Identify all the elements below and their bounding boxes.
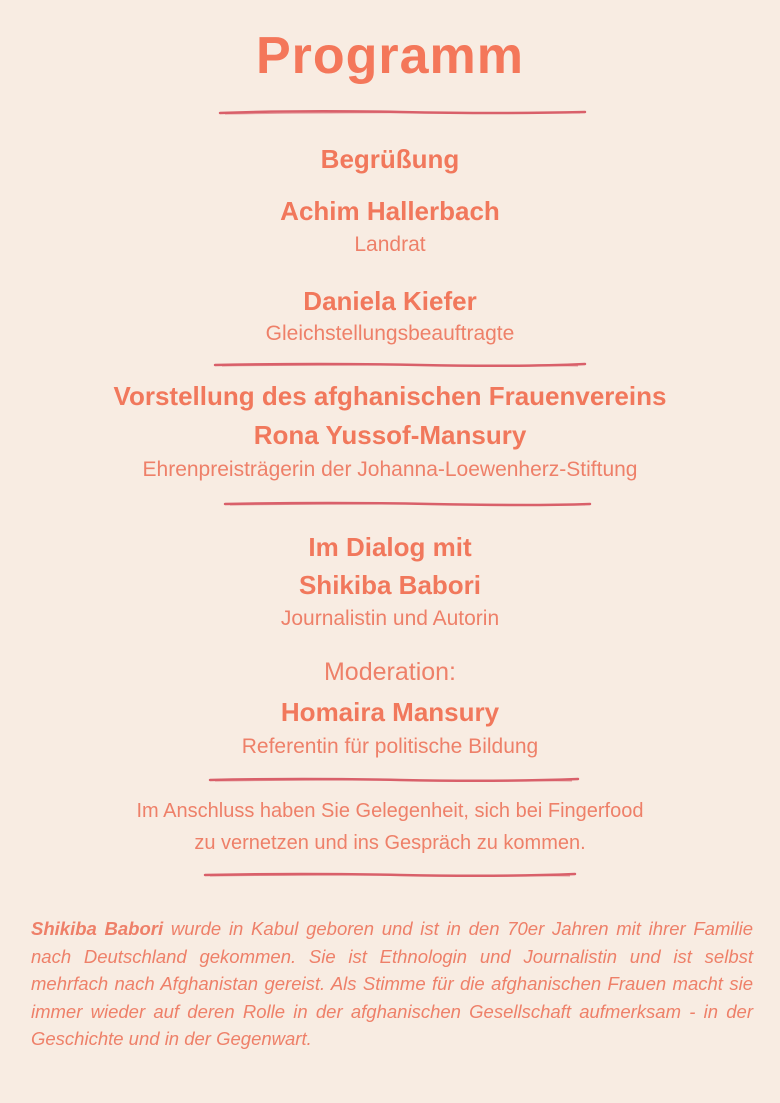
divider-2 [0, 359, 780, 371]
divider-1 [0, 106, 780, 118]
divider-5 [0, 869, 780, 881]
bio-paragraph [31, 915, 753, 1053]
divider-3 [0, 498, 780, 510]
bio-name: Shikiba Babori [31, 918, 164, 939]
dialog-name: Shikiba Babori [298, 570, 482, 600]
welcome-heading: Begrüßung [320, 144, 460, 174]
association-role: Ehrenpreisträgerin der Johanna-Loewenherz-Stiftung [142, 458, 638, 481]
closing-line-1: Im Anschluss haben Sie Gelegenheit, sich bei Fingerfood [136, 800, 644, 822]
page-title: Programm [255, 27, 525, 85]
speaker-role-1: Landrat [354, 233, 426, 256]
moderation-label: Moderation: [323, 658, 457, 686]
association-name: Rona Yussof-Mansury [253, 420, 527, 450]
dialog-role: Journalistin und Autorin [280, 607, 500, 630]
association-heading: Vorstellung des afghanischen Frauenvereins [113, 381, 667, 411]
moderator-role: Referentin für politische Bildung [241, 735, 539, 758]
speaker-role-2: Gleichstellungsbeauftragte [265, 322, 515, 345]
speaker-name-2: Daniela Kiefer [303, 286, 477, 316]
bio-text: wurde in Kabul geboren und ist in den 70er Jahren mit ihrer Familie nach Deutschland gekommen. Sie ist Ethnologin und Journalistin und ist selbst mehrfach nach Afghanistan gereist. Als Stimme für die afghanischen Frauen macht sie immer wieder auf deren Rolle in der afghanischen Gesellschaft aufmerksam - in der Geschichte und in der Gegenwart. [31, 918, 753, 1049]
moderator-name: Homaira Mansury [280, 697, 500, 727]
dialog-heading: Im Dialog mit [308, 532, 472, 562]
closing-line-2: zu vernetzen und ins Gespräch zu kommen. [194, 832, 586, 854]
speaker-name-1: Achim Hallerbach [280, 196, 500, 226]
divider-4 [0, 774, 780, 786]
